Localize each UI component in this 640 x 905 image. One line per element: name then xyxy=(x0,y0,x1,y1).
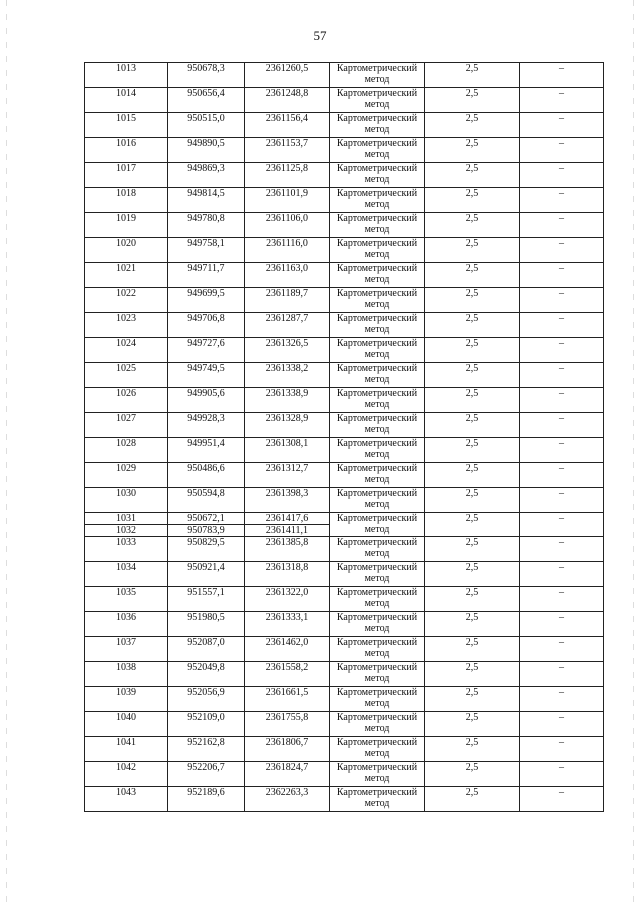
x-coordinate-cell: 950515,0 xyxy=(168,113,245,138)
note-cell: – xyxy=(520,213,604,238)
point-number-cell: 1042 xyxy=(85,762,168,787)
note-cell: – xyxy=(520,587,604,612)
note-cell: – xyxy=(520,737,604,762)
note-cell: – xyxy=(520,687,604,712)
note-cell: – xyxy=(520,413,604,438)
y-coordinate-cell: 2361411,1 xyxy=(245,525,330,537)
point-number-cell: 1020 xyxy=(85,238,168,263)
table-row xyxy=(85,587,604,612)
note-cell: – xyxy=(520,363,604,388)
accuracy-cell: 2,5 xyxy=(425,513,520,537)
y-coordinate-cell: 2361106,0 xyxy=(245,213,330,238)
x-coordinate-cell: 949758,1 xyxy=(168,238,245,263)
y-coordinate-cell: 2361338,2 xyxy=(245,363,330,388)
point-number-cell: 1037 xyxy=(85,637,168,662)
y-coordinate-cell: 2361462,0 xyxy=(245,637,330,662)
note-cell: – xyxy=(520,163,604,188)
table-row xyxy=(85,463,604,488)
y-coordinate-cell: 2361385,8 xyxy=(245,537,330,562)
accuracy-cell: 2,5 xyxy=(425,213,520,238)
method-cell: Картометрический метод xyxy=(330,662,425,687)
x-coordinate-cell: 952056,9 xyxy=(168,687,245,712)
x-coordinate-cell: 949928,3 xyxy=(168,413,245,438)
accuracy-cell: 2,5 xyxy=(425,438,520,463)
method-cell: Картометрический метод xyxy=(330,363,425,388)
table-row xyxy=(85,687,604,712)
table-row xyxy=(85,163,604,188)
y-coordinate-cell: 2362263,3 xyxy=(245,787,330,812)
method-cell: Картометрический метод xyxy=(330,488,425,513)
point-number-cell: 1031 xyxy=(85,513,168,525)
method-cell: Картометрический метод xyxy=(330,338,425,363)
accuracy-cell: 2,5 xyxy=(425,762,520,787)
x-coordinate-cell: 950486,6 xyxy=(168,463,245,488)
method-cell: Картометрический метод xyxy=(330,88,425,113)
note-cell: – xyxy=(520,488,604,513)
table-row xyxy=(85,662,604,687)
x-coordinate-cell: 952189,6 xyxy=(168,787,245,812)
point-number-cell: 1016 xyxy=(85,138,168,163)
method-cell: Картометрический метод xyxy=(330,463,425,488)
accuracy-cell: 2,5 xyxy=(425,113,520,138)
x-coordinate-cell: 950672,1 xyxy=(168,513,245,525)
point-number-cell: 1033 xyxy=(85,537,168,562)
table-row xyxy=(85,238,604,263)
point-number-cell: 1018 xyxy=(85,188,168,213)
table-row xyxy=(85,513,604,525)
x-coordinate-cell: 949869,3 xyxy=(168,163,245,188)
accuracy-cell: 2,5 xyxy=(425,263,520,288)
y-coordinate-cell: 2361248,8 xyxy=(245,88,330,113)
note-cell: – xyxy=(520,388,604,413)
y-coordinate-cell: 2361398,3 xyxy=(245,488,330,513)
method-cell: Картометрический метод xyxy=(330,313,425,338)
y-coordinate-cell: 2361125,8 xyxy=(245,163,330,188)
y-coordinate-cell: 2361661,5 xyxy=(245,687,330,712)
method-cell: Картометрический метод xyxy=(330,163,425,188)
y-coordinate-cell: 2361101,9 xyxy=(245,188,330,213)
table-row xyxy=(85,762,604,787)
point-number-cell: 1015 xyxy=(85,113,168,138)
note-cell: – xyxy=(520,288,604,313)
accuracy-cell: 2,5 xyxy=(425,88,520,113)
point-number-cell: 1035 xyxy=(85,587,168,612)
table-row xyxy=(85,537,604,562)
point-number-cell: 1039 xyxy=(85,687,168,712)
point-number-cell: 1023 xyxy=(85,313,168,338)
y-coordinate-cell: 2361312,7 xyxy=(245,463,330,488)
point-number-cell: 1034 xyxy=(85,562,168,587)
x-coordinate-cell: 949711,7 xyxy=(168,263,245,288)
method-cell: Картометрический метод xyxy=(330,213,425,238)
table-row xyxy=(85,138,604,163)
note-cell: – xyxy=(520,787,604,812)
accuracy-cell: 2,5 xyxy=(425,587,520,612)
accuracy-cell: 2,5 xyxy=(425,662,520,687)
accuracy-cell: 2,5 xyxy=(425,313,520,338)
note-cell: – xyxy=(520,712,604,737)
accuracy-cell: 2,5 xyxy=(425,363,520,388)
y-coordinate-cell: 2361338,9 xyxy=(245,388,330,413)
note-cell: – xyxy=(520,637,604,662)
note-cell: – xyxy=(520,238,604,263)
x-coordinate-cell: 952049,8 xyxy=(168,662,245,687)
note-cell: – xyxy=(520,188,604,213)
x-coordinate-cell: 949699,5 xyxy=(168,288,245,313)
method-cell: Картометрический метод xyxy=(330,637,425,662)
accuracy-cell: 2,5 xyxy=(425,637,520,662)
x-coordinate-cell: 949951,4 xyxy=(168,438,245,463)
accuracy-cell: 2,5 xyxy=(425,138,520,163)
x-coordinate-cell: 949890,5 xyxy=(168,138,245,163)
method-cell: Картометрический метод xyxy=(330,438,425,463)
accuracy-cell: 2,5 xyxy=(425,338,520,363)
x-coordinate-cell: 950921,4 xyxy=(168,562,245,587)
point-number-cell: 1032 xyxy=(85,525,168,537)
accuracy-cell: 2,5 xyxy=(425,413,520,438)
x-coordinate-cell: 949706,8 xyxy=(168,313,245,338)
point-number-cell: 1024 xyxy=(85,338,168,363)
point-number-cell: 1021 xyxy=(85,263,168,288)
point-number-cell: 1026 xyxy=(85,388,168,413)
point-number-cell: 1040 xyxy=(85,712,168,737)
y-coordinate-cell: 2361156,4 xyxy=(245,113,330,138)
method-cell: Картометрический метод xyxy=(330,288,425,313)
y-coordinate-cell: 2361308,1 xyxy=(245,438,330,463)
x-coordinate-cell: 949749,5 xyxy=(168,363,245,388)
note-cell: – xyxy=(520,463,604,488)
y-coordinate-cell: 2361824,7 xyxy=(245,762,330,787)
scan-edge-right xyxy=(633,0,634,905)
method-cell: Картометрический метод xyxy=(330,587,425,612)
accuracy-cell: 2,5 xyxy=(425,463,520,488)
accuracy-cell: 2,5 xyxy=(425,238,520,263)
point-number-cell: 1022 xyxy=(85,288,168,313)
y-coordinate-cell: 2361417,6 xyxy=(245,513,330,525)
method-cell: Картометрический метод xyxy=(330,113,425,138)
x-coordinate-cell: 951980,5 xyxy=(168,612,245,637)
x-coordinate-cell: 950783,9 xyxy=(168,525,245,537)
x-coordinate-cell: 949727,6 xyxy=(168,338,245,363)
table-row xyxy=(85,313,604,338)
x-coordinate-cell: 952162,8 xyxy=(168,737,245,762)
table-row xyxy=(85,88,604,113)
note-cell: – xyxy=(520,562,604,587)
y-coordinate-cell: 2361322,0 xyxy=(245,587,330,612)
accuracy-cell: 2,5 xyxy=(425,63,520,88)
x-coordinate-cell: 949905,6 xyxy=(168,388,245,413)
table-row xyxy=(85,363,604,388)
scan-edge-left xyxy=(6,0,7,905)
point-number-cell: 1030 xyxy=(85,488,168,513)
y-coordinate-cell: 2361153,7 xyxy=(245,138,330,163)
table-row xyxy=(85,288,604,313)
x-coordinate-cell: 950678,3 xyxy=(168,63,245,88)
coordinates-table-body xyxy=(85,63,604,812)
table-row xyxy=(85,63,604,88)
method-cell: Картометрический метод xyxy=(330,238,425,263)
method-cell: Картометрический метод xyxy=(330,687,425,712)
note-cell: – xyxy=(520,612,604,637)
point-number-cell: 1028 xyxy=(85,438,168,463)
table-row xyxy=(85,413,604,438)
coordinates-table xyxy=(84,62,604,812)
note-cell: – xyxy=(520,88,604,113)
method-cell: Картометрический метод xyxy=(330,388,425,413)
page-number: 57 xyxy=(313,28,327,43)
note-cell: – xyxy=(520,662,604,687)
accuracy-cell: 2,5 xyxy=(425,537,520,562)
y-coordinate-cell: 2361333,1 xyxy=(245,612,330,637)
y-coordinate-cell: 2361287,7 xyxy=(245,313,330,338)
note-cell: – xyxy=(520,263,604,288)
table-row xyxy=(85,388,604,413)
point-number-cell: 1019 xyxy=(85,213,168,238)
method-cell: Картометрический метод xyxy=(330,188,425,213)
method-cell: Картометрический метод xyxy=(330,712,425,737)
method-cell: Картометрический метод xyxy=(330,513,425,537)
point-number-cell: 1038 xyxy=(85,662,168,687)
point-number-cell: 1029 xyxy=(85,463,168,488)
table-row xyxy=(85,113,604,138)
accuracy-cell: 2,5 xyxy=(425,488,520,513)
method-cell: Картометрический метод xyxy=(330,762,425,787)
method-cell: Картометрический метод xyxy=(330,737,425,762)
point-number-cell: 1027 xyxy=(85,413,168,438)
table-row xyxy=(85,438,604,463)
method-cell: Картометрический метод xyxy=(330,537,425,562)
note-cell: – xyxy=(520,63,604,88)
method-cell: Картометрический метод xyxy=(330,562,425,587)
y-coordinate-cell: 2361326,5 xyxy=(245,338,330,363)
method-cell: Картометрический метод xyxy=(330,612,425,637)
x-coordinate-cell: 950656,4 xyxy=(168,88,245,113)
note-cell: – xyxy=(520,762,604,787)
method-cell: Картометрический метод xyxy=(330,263,425,288)
y-coordinate-cell: 2361328,9 xyxy=(245,413,330,438)
accuracy-cell: 2,5 xyxy=(425,787,520,812)
table-row xyxy=(85,263,604,288)
y-coordinate-cell: 2361806,7 xyxy=(245,737,330,762)
method-cell: Картометрический метод xyxy=(330,787,425,812)
table-row xyxy=(85,737,604,762)
accuracy-cell: 2,5 xyxy=(425,388,520,413)
accuracy-cell: 2,5 xyxy=(425,687,520,712)
x-coordinate-cell: 950829,5 xyxy=(168,537,245,562)
table-row xyxy=(85,213,604,238)
y-coordinate-cell: 2361558,2 xyxy=(245,662,330,687)
table-row xyxy=(85,338,604,363)
point-number-cell: 1036 xyxy=(85,612,168,637)
note-cell: – xyxy=(520,537,604,562)
table-row xyxy=(85,188,604,213)
point-number-cell: 1013 xyxy=(85,63,168,88)
note-cell: – xyxy=(520,513,604,537)
note-cell: – xyxy=(520,313,604,338)
accuracy-cell: 2,5 xyxy=(425,163,520,188)
x-coordinate-cell: 952087,0 xyxy=(168,637,245,662)
table-row xyxy=(85,787,604,812)
y-coordinate-cell: 2361260,5 xyxy=(245,63,330,88)
method-cell: Картометрический метод xyxy=(330,138,425,163)
note-cell: – xyxy=(520,438,604,463)
point-number-cell: 1025 xyxy=(85,363,168,388)
x-coordinate-cell: 949780,8 xyxy=(168,213,245,238)
method-cell: Картометрический метод xyxy=(330,413,425,438)
accuracy-cell: 2,5 xyxy=(425,562,520,587)
x-coordinate-cell: 949814,5 xyxy=(168,188,245,213)
y-coordinate-cell: 2361755,8 xyxy=(245,712,330,737)
y-coordinate-cell: 2361318,8 xyxy=(245,562,330,587)
x-coordinate-cell: 952109,0 xyxy=(168,712,245,737)
point-number-cell: 1043 xyxy=(85,787,168,812)
y-coordinate-cell: 2361189,7 xyxy=(245,288,330,313)
method-cell: Картометрический метод xyxy=(330,63,425,88)
table-row xyxy=(85,612,604,637)
point-number-cell: 1014 xyxy=(85,88,168,113)
accuracy-cell: 2,5 xyxy=(425,712,520,737)
accuracy-cell: 2,5 xyxy=(425,737,520,762)
note-cell: – xyxy=(520,113,604,138)
table-row xyxy=(85,637,604,662)
note-cell: – xyxy=(520,338,604,363)
point-number-cell: 1041 xyxy=(85,737,168,762)
x-coordinate-cell: 951557,1 xyxy=(168,587,245,612)
x-coordinate-cell: 950594,8 xyxy=(168,488,245,513)
x-coordinate-cell: 952206,7 xyxy=(168,762,245,787)
accuracy-cell: 2,5 xyxy=(425,288,520,313)
table-row xyxy=(85,562,604,587)
note-cell: – xyxy=(520,138,604,163)
y-coordinate-cell: 2361163,0 xyxy=(245,263,330,288)
accuracy-cell: 2,5 xyxy=(425,188,520,213)
y-coordinate-cell: 2361116,0 xyxy=(245,238,330,263)
accuracy-cell: 2,5 xyxy=(425,612,520,637)
point-number-cell: 1017 xyxy=(85,163,168,188)
table-row xyxy=(85,488,604,513)
table-row xyxy=(85,712,604,737)
